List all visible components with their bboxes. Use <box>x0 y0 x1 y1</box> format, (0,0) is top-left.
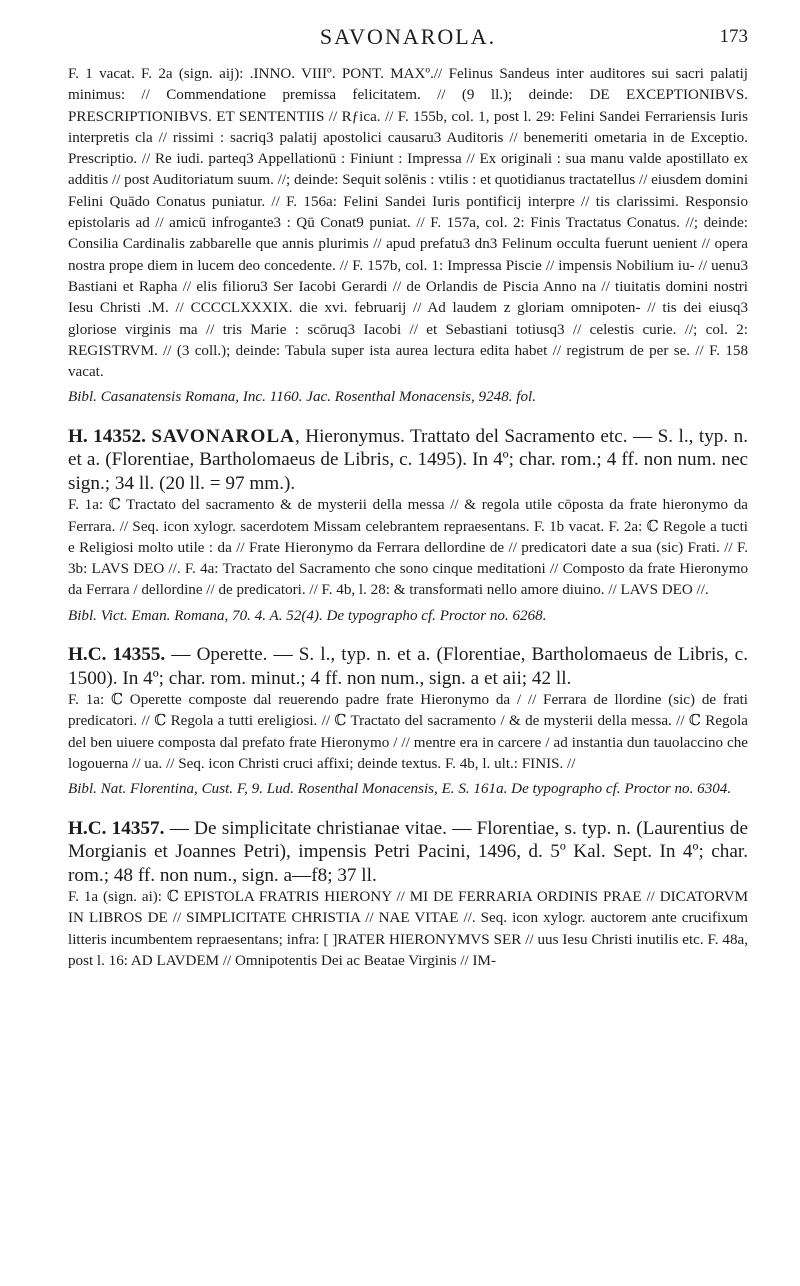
continued-entry <box>68 64 748 409</box>
catalog-entry <box>68 425 748 627</box>
page <box>68 24 748 1274</box>
entry-title-text: — De simplicitate christianae vitae. — Florentiae, s. typ. n. (Laurentius de Morgianis et Joannes Petri), impensis Petri Pacini, 1496, d. 5º Kal. Sept. In 4º; char. rom.; 48 ff. non num., sign. a—f8; 37 ll. <box>68 817 749 886</box>
entry-title <box>68 817 748 888</box>
page-header <box>68 24 748 64</box>
entry-bibliography: Bibl. Casanatensis Romana, Inc. 1160. Jac. Rosenthal Monacensis, 9248. fol. <box>68 389 536 406</box>
running-title: SAVONAROLA. <box>319 24 497 49</box>
entry-number: H. 14352. <box>68 425 146 447</box>
entry-title <box>68 643 748 690</box>
entry-title-text: , Hieronymus. Trattato del Sacramento etc. — S. l., typ. n. et a. (Florentiae, Bartholomaeus de Libris, c. 1495). In 4º; char. rom.; 4 ff. non num. nec sign.; 34 ll. (20 ll. = 97 mm.). <box>68 425 749 494</box>
entry-number: H.C. 14357. <box>68 817 165 839</box>
entry-bibliography: Bibl. Nat. Florentina, Cust. F, 9. Lud. Rosenthal Monacensis, E. S. 161a. De typographo cf. Proctor no. 6304. <box>68 781 732 798</box>
entry-title <box>68 425 748 496</box>
entry-bibliography: Bibl. Vict. Eman. Romana, 70. 4. A. 52(4). De typographo cf. Proctor no. 6268. <box>68 607 547 624</box>
entry-description: F. 1a (sign. ai): ℂ EPISTOLA FRATRIS HIERONY // MI DE FERRARIA ORDINIS PRAE // DICATORVM IN LIBROS DE // SIMPLICITATE CHRISTIA // NAE VITAE //. Seq. icon xylogr. auctorem ante crucifixum litteris incumbentem repraesentans; infra: [ ]RATER HIERONYMVS SER // uus Iesu Christi inutilis etc. F. 48a, post l. 16: AD LAVDEM // Omnipotentis Dei ac Beatae Virginis // IM- <box>68 889 748 969</box>
entry-description: F. 1 vacat. F. 2a (sign. aij): .INNO. VIIIº. PONT. MAXº.// Felinus Sandeus inter auditores sui sacri palatij minimus: // Commendatione premissa felicitatem. // (9 ll.); deinde: DE EXCEPTIONIBVS. PRESCRIPTIONIBVS. ET SENTENTIIS // Rƒica. // F. 155b, col. 1, post l. 29: Felini Sandei Ferrariensis Iuris interpretis cla // rissimi : sacriq3 palatij apostolici causaru3 Auditoris // benemeriti ometaria in de Exceptio. Prescriptio. // Re iudi. parteq3 Appellationū : Finiunt : Impressa // Ex originali : sua manu valde apostillato ex additis // post Auditoriatum suum. //; deinde: Sequit solēnis : vtilis : et quotidianus tractatellus // eiusdem domini Felini Quādo Conatus puniatur. // F. 156a: Felini Sandei Iuris pontificij interpre // tis clarissimi. Responsio epistolaris ad // amicū infrogante3 : Qū Conat9 puniat. // F. 157a, col. 2: Finis Tractatus Conatus. //; deinde: Consilia Cardinalis zabbarelle que annis plurimis // apud prefatu3 dn3 Felinum occulta fuerunt uenient // opera nostra prope diem in lucem deo concedente. // F. 157b, col. 1: Impressa Piscie // impensis Nobilium iu- // uenu3 Bastiani et Rapha // elis filioru3 Ser Iacobi Gerardi // de Orlandis de Piscia Anno na // tiuitatis domini nostri Iesu Christi .M. // CCCCLXXXIX. die xvi. februarij // Ad laudem z gloriam omnipoten- // tis dei eiusq3 gloriose virginis ma // tris Marie : scōruq3 Iacobi // et Sebastiani totiusq3 // celestis curie. //; col. 2: REGISTRVM. // (3 coll.); deinde: Tabula super ista aurea lectura edita habet // registrum de per se. // F. 158 vacat. <box>68 66 749 381</box>
page-number: 173 <box>719 26 748 47</box>
entry-description: F. 1a: ℂ Operette composte dal reuerendo padre frate Hieronymo da / // Ferrara de llordine (sic) de frati predicatori. // ℂ Regola a tutti ereligiosi. // ℂ Tractato del sacramento / & de mysterii della messa. // ℂ Regola del ben uiuere composta dal prefato frate Hieronymo / // mentre era in carcere / ad instantia dun tauolaccino che logouerna // ua. // Seq. icon Christi cruci affixi; deinde textus. F. 4b, l. ult.: FINIS. // <box>68 692 748 772</box>
catalog-entry <box>68 643 748 800</box>
entry-author: SAVONAROLA <box>151 425 295 447</box>
entry-title-text: — Operette. — S. l., typ. n. et a. (Florentiae, Bartholomaeus de Libris, c. 1500). In 4º; char. rom. minut.; 4 ff. non num., sign. a et aii; 42 ll. <box>68 644 748 689</box>
entry-number: H.C. 14355. <box>68 644 166 666</box>
entry-description: F. 1a: ℂ Tractato del sacramento & de mysterii della messa // & regola utile cōposta da frate hieronymo da Ferrara. // Seq. icon xylogr. sacerdotem Missam celebrantem repraesentans. F. 1b vacat. F. 2a: ℂ Regole a tucti e Religiosi molto utile : da // Frate Hieronymo da Ferrara dellordine de // predicatori date a sua (sic) Frati. // F. 3b: LAVS DEO //. F. 4a: Tractato del Sacramento che sono cinque meditationi // Composto da frate Hieronymo da Ferrara / dellordine // de predicatori. // F. 4b, l. 28: & transformati nello amore diuino. // LAVS DEO //. <box>68 497 748 599</box>
catalog-entry <box>68 817 748 973</box>
